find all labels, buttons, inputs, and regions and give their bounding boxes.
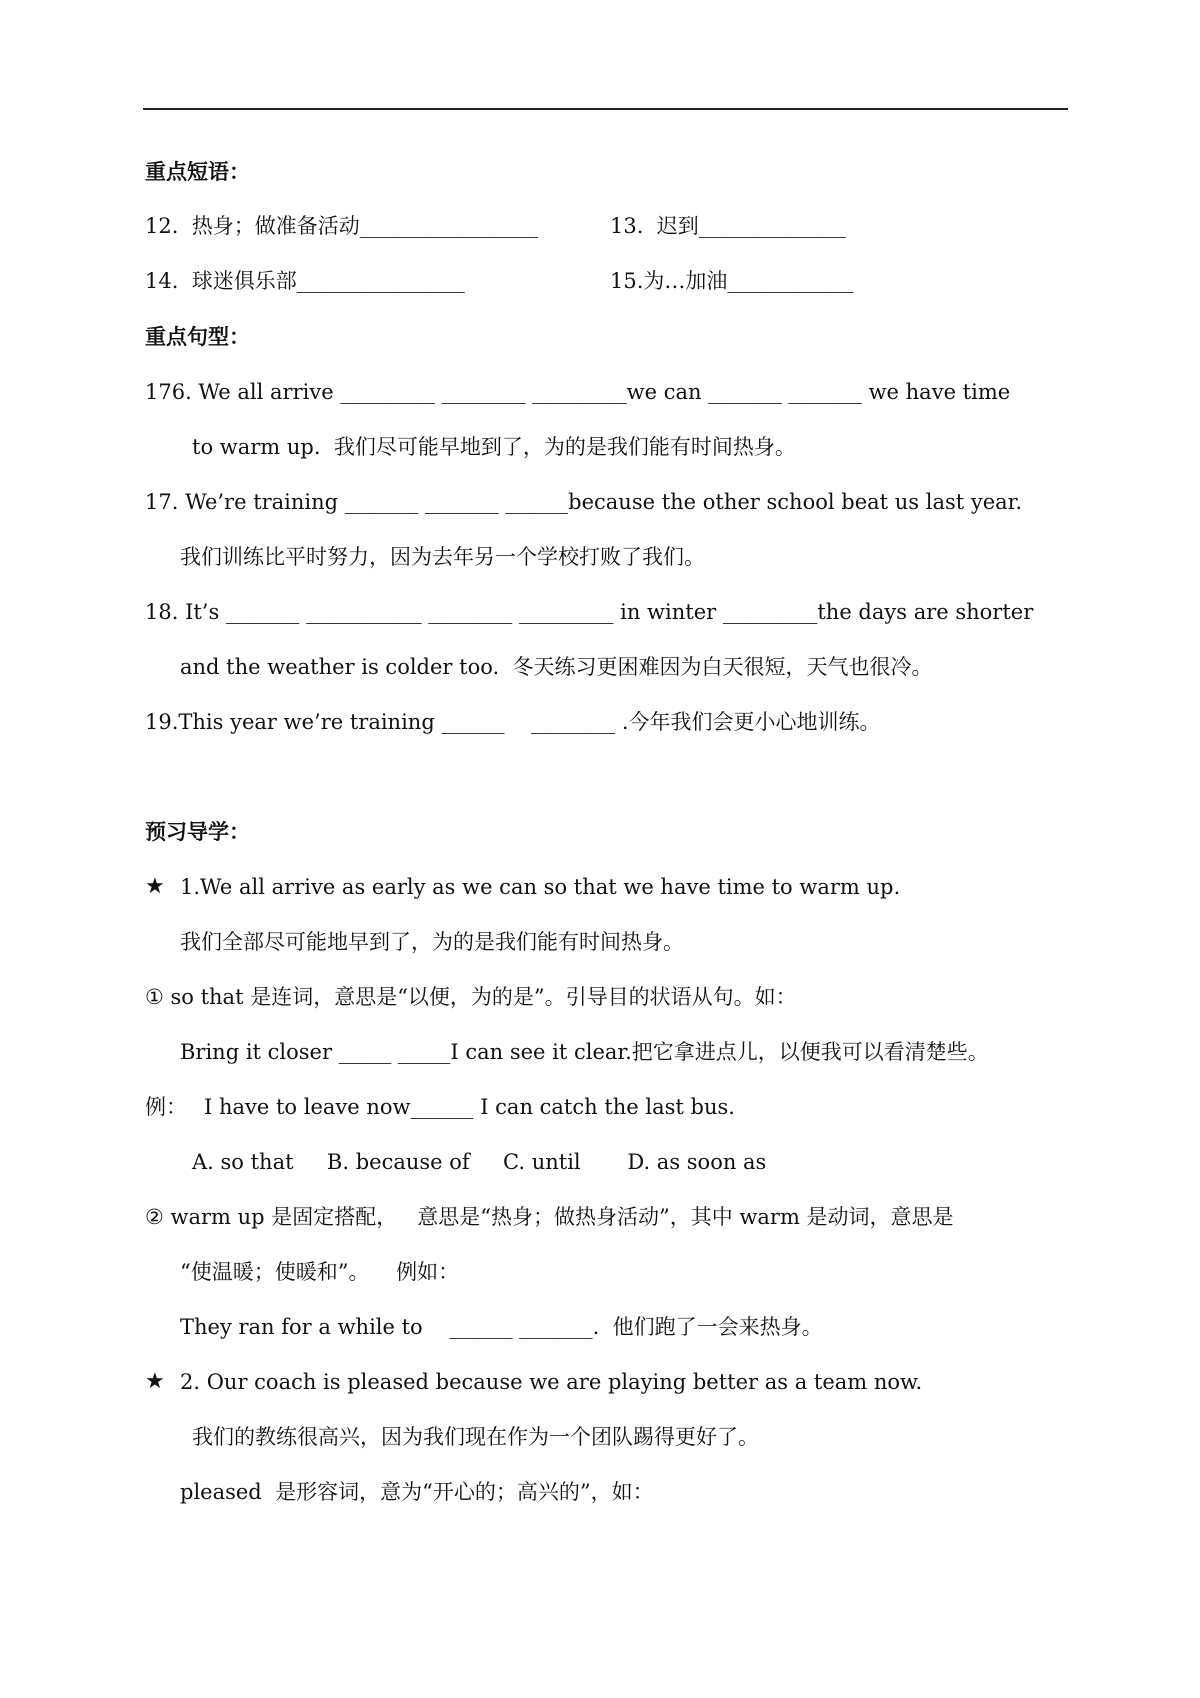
sentence-18-line-2: and the weather is colder too. 冬天练习更困难因为白天很短，天气也很冷。 — [180, 655, 933, 679]
note-1: ① so that 是连词，意思是“以便，为的是”。引导目的状语从句。如： — [145, 985, 797, 1009]
note-1-example: Bring it closer _____ _____I can see it clear.把它拿进点儿，以便我可以看清楚些。 — [180, 1040, 989, 1064]
star-icon: ★ — [145, 1369, 165, 1394]
note-3: pleased 是形容词，意为“开心的；高兴的”，如： — [180, 1480, 654, 1504]
phrases-heading: 重点短语： — [145, 159, 250, 184]
example-options: A. so that B. because of C. until D. as soon as — [192, 1150, 767, 1174]
sentence-16-line-1: 176. We all arrive _________ ________ _________we can _______ _______ we have time — [145, 380, 1011, 404]
preview-point-2-cn: 我们的教练很高兴，因为我们现在作为一个团队踢得更好了。 — [192, 1425, 759, 1449]
phrase-item-13: 13. 迟到______________ — [610, 214, 846, 238]
note-2-line-2: “使温暖；使暖和”。 例如： — [180, 1260, 460, 1284]
example-label: 例： — [145, 1095, 187, 1119]
header-rule — [143, 108, 1068, 110]
phrase-item-12: 12. 热身；做准备活动_________________ — [145, 214, 539, 238]
note-2-example: They ran for a while to ______ _______. 他们跑了一会来热身。 — [180, 1315, 823, 1339]
sentence-19: 19.This year we’re training ______ ________ .今年我们会更小心地训练。 — [145, 710, 881, 734]
example-question: I have to leave now______ I can catch the last bus. — [204, 1095, 735, 1119]
phrase-item-15: 15.为…加油____________ — [610, 269, 854, 293]
preview-heading: 预习导学： — [145, 819, 250, 844]
note-2-line-1: ② warm up 是固定搭配， 意思是“热身；做热身活动”，其中 warm 是动词，意思是 — [145, 1205, 954, 1229]
sentence-18-line-1: 18. It’s _______ ___________ ________ _________ in winter _________the days are shorter — [145, 600, 1034, 624]
sentence-17-line-2: 我们训练比平时努力，因为去年另一个学校打败了我们。 — [180, 545, 705, 569]
preview-point-1-cn: 我们全部尽可能地早到了，为的是我们能有时间热身。 — [180, 930, 684, 954]
preview-point-2-en: 2. Our coach is pleased because we are playing better as a team now. — [180, 1370, 923, 1394]
star-icon: ★ — [145, 874, 165, 899]
phrase-item-14: 14. 球迷俱乐部________________ — [145, 269, 465, 293]
preview-point-1-en: 1.We all arrive as early as we can so that we have time to warm up. — [180, 875, 901, 899]
sentence-16-line-2: to warm up. 我们尽可能早地到了，为的是我们能有时间热身。 — [192, 435, 796, 459]
sentence-17-line-1: 17. We’re training _______ _______ ______because the other school beat us last year. — [145, 490, 1023, 514]
sentences-heading: 重点句型： — [145, 324, 250, 349]
